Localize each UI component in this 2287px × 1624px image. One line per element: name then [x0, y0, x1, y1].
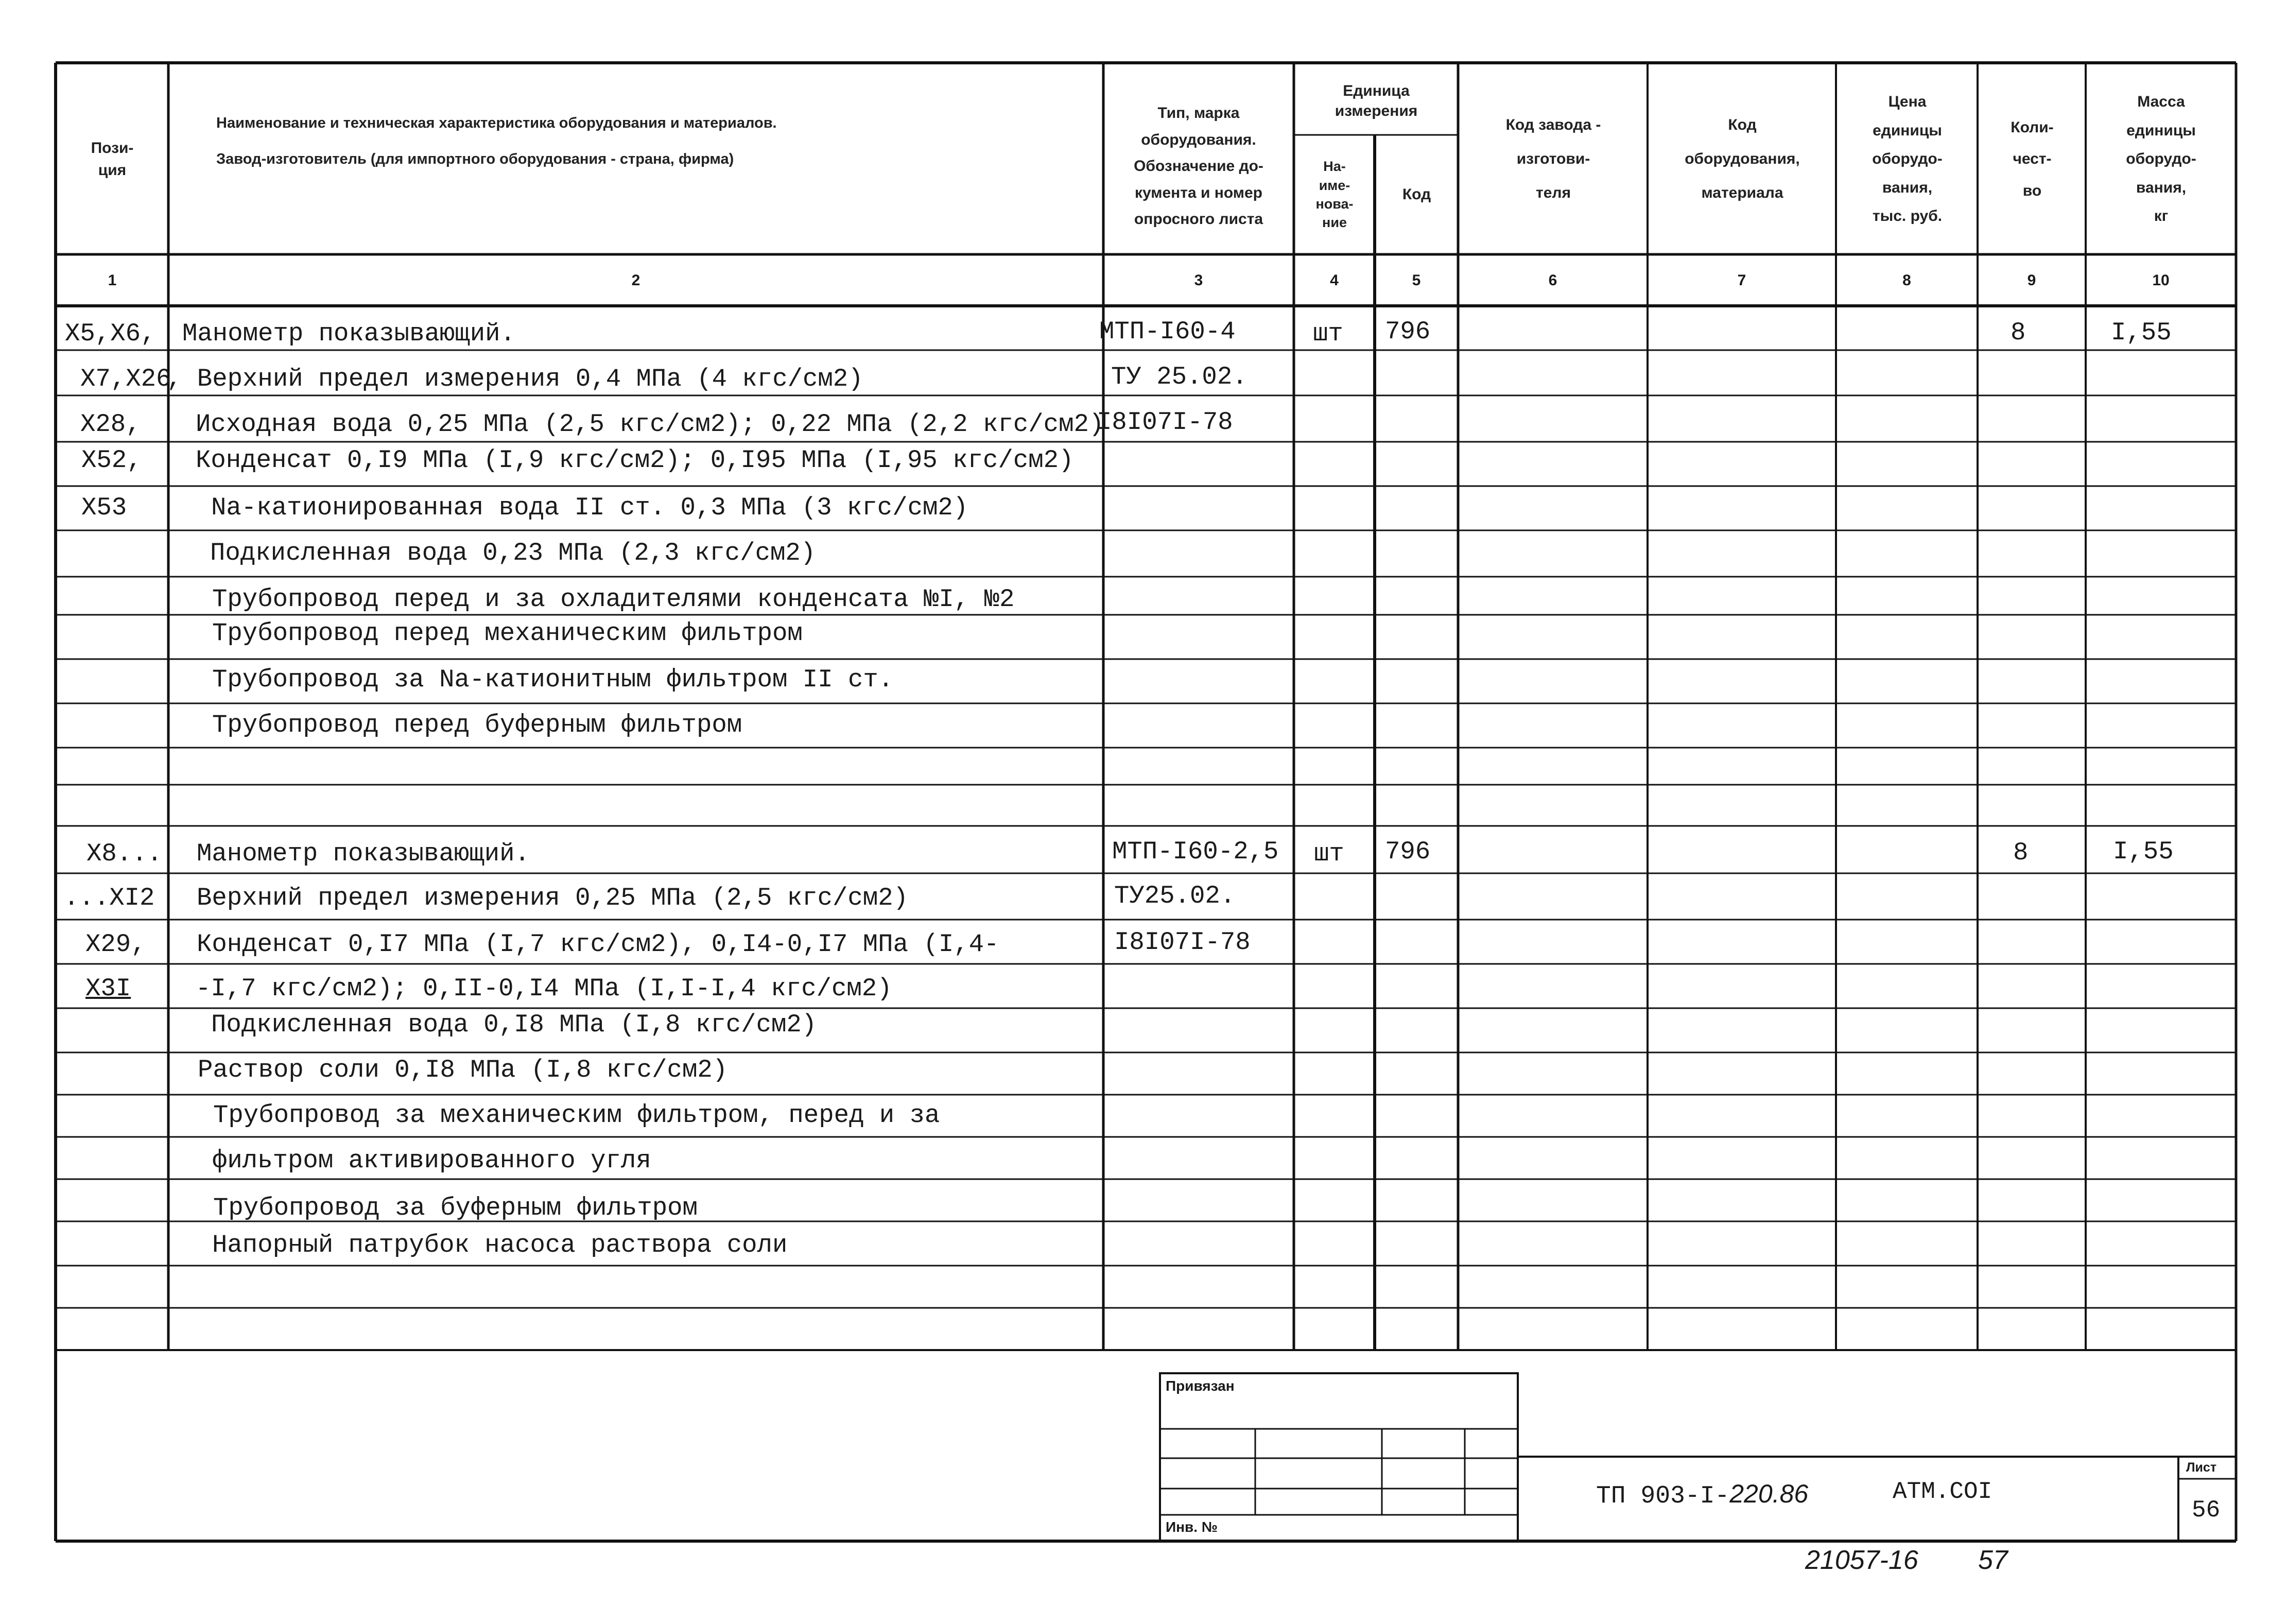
row-18-name: фильтром активированного угля [212, 1146, 651, 1175]
row-9-name: Трубопровод за Na-катионитным фильтром II ст. [212, 665, 894, 694]
row-2-name: , Верхний предел измерения 0,4 МПа (4 кгс/см2) [167, 365, 863, 393]
header-unit-label: Единица измерения [1335, 82, 1418, 119]
row-1-quantity: 8 [2011, 318, 2026, 347]
row-4-name: Конденсат 0,I9 МПа (I,9 кгс/см2); 0,I95 МПа (I,95 кгс/см2) [196, 446, 1074, 475]
col-number-6: 6 [1548, 271, 1557, 289]
stamp-attached-label: Привязан [1166, 1378, 1235, 1394]
row-13-name: Конденсат 0,I7 МПа (I,7 кгс/см2), 0,I4-0,I7 МПа (I,4- [197, 930, 999, 959]
col-number-10: 10 [2152, 271, 2170, 289]
header-price-label: Цена единицы оборудо- вания, тыс. руб. [1872, 93, 1943, 225]
row-2-position: Х7,Х26 [80, 365, 171, 393]
row-11-unit: шт [1314, 839, 1344, 868]
handwritten-page-number: 57 [1978, 1545, 2008, 1575]
header-type [1105, 80, 1292, 252]
row-11-name: Манометр показывающий. [197, 839, 530, 868]
header-unit-code [1377, 137, 1457, 252]
row-11-mass: I,55 [2113, 837, 2174, 866]
row-3-name: Исходная вода 0,25 МПа (2,5 кгс/см2); 0,22 МПа (2,2 кгс/см2) [196, 410, 1104, 439]
col-number-3: 3 [1194, 271, 1203, 289]
sheet-number: 56 [2192, 1497, 2221, 1524]
header-name [216, 103, 1091, 180]
row-1-mass: I,55 [2111, 318, 2172, 347]
row-10-name: Трубопровод перед буферным фильтром [212, 711, 742, 739]
header-quantity-label: Коли- чест- во [2011, 118, 2054, 199]
document-code: АТМ.COI [1893, 1478, 1993, 1505]
row-1-type: МТП-I60-4 [1099, 317, 1236, 346]
col-number-4: 4 [1330, 271, 1339, 289]
row-11-type: МТП-I60-2,5 [1112, 837, 1279, 866]
row-1-code: 796 [1385, 317, 1431, 346]
row-5-name: Na-катионированная вода II ст. 0,3 МПа (3 кгс/см2) [211, 493, 968, 522]
header-unit [1296, 69, 1457, 133]
row-13-type: I8I07I-78 [1114, 928, 1251, 957]
row-14-name: -I,7 кгс/см2); 0,II-0,I4 МПа (I,I-I,4 кгс/см2) [196, 974, 892, 1003]
document-designation [1596, 1479, 1808, 1510]
header-quantity [1980, 65, 2085, 253]
row-2-type: ТУ 25.02. [1111, 362, 1248, 391]
header-maker-code [1460, 65, 1647, 253]
col-number-2: 2 [631, 271, 640, 289]
handwritten-archive-number: 21057-16 [1805, 1545, 1918, 1575]
row-3-type: I8I07I-78 [1097, 408, 1233, 437]
col-number-1: 1 [108, 271, 117, 289]
col-number-9: 9 [2027, 271, 2036, 289]
document-series: ТП 903-I- [1596, 1482, 1730, 1510]
row-3-position: Х28, [80, 410, 141, 439]
row-11-position: Х8... [86, 839, 163, 868]
header-position [58, 65, 167, 253]
document-number-handwritten: 220.86 [1729, 1479, 1809, 1508]
header-unit-name-label: На- име- нова- ние [1315, 159, 1354, 231]
row-11-code: 796 [1385, 837, 1431, 866]
header-price [1838, 65, 1977, 253]
col-number-7: 7 [1737, 271, 1746, 289]
row-1-unit: шт [1313, 319, 1343, 348]
header-equipment-code-label: Код оборудования, материала [1685, 116, 1800, 201]
row-4-position: Х52, [81, 446, 142, 475]
row-6-name: Подкисленная вода 0,23 МПа (2,3 кгс/см2) [210, 539, 816, 567]
header-mass-label: Масса единицы оборудо- вания, кг [2126, 93, 2196, 225]
row-5-position: Х53 [81, 493, 127, 522]
row-17-name: Трубопровод за механическим фильтром, перед и за [213, 1101, 940, 1130]
row-1-position: Х5,Х6, [65, 319, 156, 348]
row-12-name: Верхний предел измерения 0,25 МПа (2,5 кгс/см2) [197, 884, 909, 912]
row-7-name: Трубопровод перед и за охладителями конденсата №I, №2 [212, 585, 1015, 614]
col-number-8: 8 [1902, 271, 1911, 289]
row-15-name: Подкисленная вода 0,I8 МПа (I,8 кгс/см2) [211, 1010, 817, 1039]
row-19-name: Трубопровод за буферным фильтром [213, 1194, 698, 1222]
row-11-quantity: 8 [2013, 838, 2029, 867]
header-unit-code-label: Код [1402, 186, 1431, 203]
header-unit-name [1296, 137, 1373, 252]
header-position-label: Пози- ция [91, 139, 134, 179]
header-maker-code-label: Код завода - изготови- теля [1505, 116, 1601, 201]
row-12-type: ТУ25.02. [1114, 882, 1236, 910]
row-16-name: Раствор соли 0,I8 МПа (I,8 кгс/см2) [198, 1056, 728, 1084]
row-8-name: Трубопровод перед механическим фильтром [212, 619, 803, 648]
row-14-position: Х3I [85, 974, 131, 1003]
sheet-label: Лист [2186, 1460, 2217, 1475]
header-name-label: Наименование и техническая характеристика оборудования и материалов. Завод-изготовитель (для импортного оборудования - страна, фирма) [216, 115, 777, 167]
stamp-inventory-label: Инв. № [1166, 1519, 1218, 1535]
header-mass [2088, 65, 2234, 253]
row-20-name: Напорный патрубок насоса раствора соли [212, 1231, 788, 1259]
row-13-position: Х29, [85, 930, 146, 959]
header-equipment-code [1650, 65, 1835, 253]
header-type-label: Тип, марка оборудования. Обозначение до- кумента и номер опросного листа [1134, 105, 1263, 228]
col-number-5: 5 [1412, 271, 1421, 289]
row-1-name: Манометр показывающий. [182, 319, 515, 348]
row-12-position: ...ХI2 [64, 884, 155, 912]
